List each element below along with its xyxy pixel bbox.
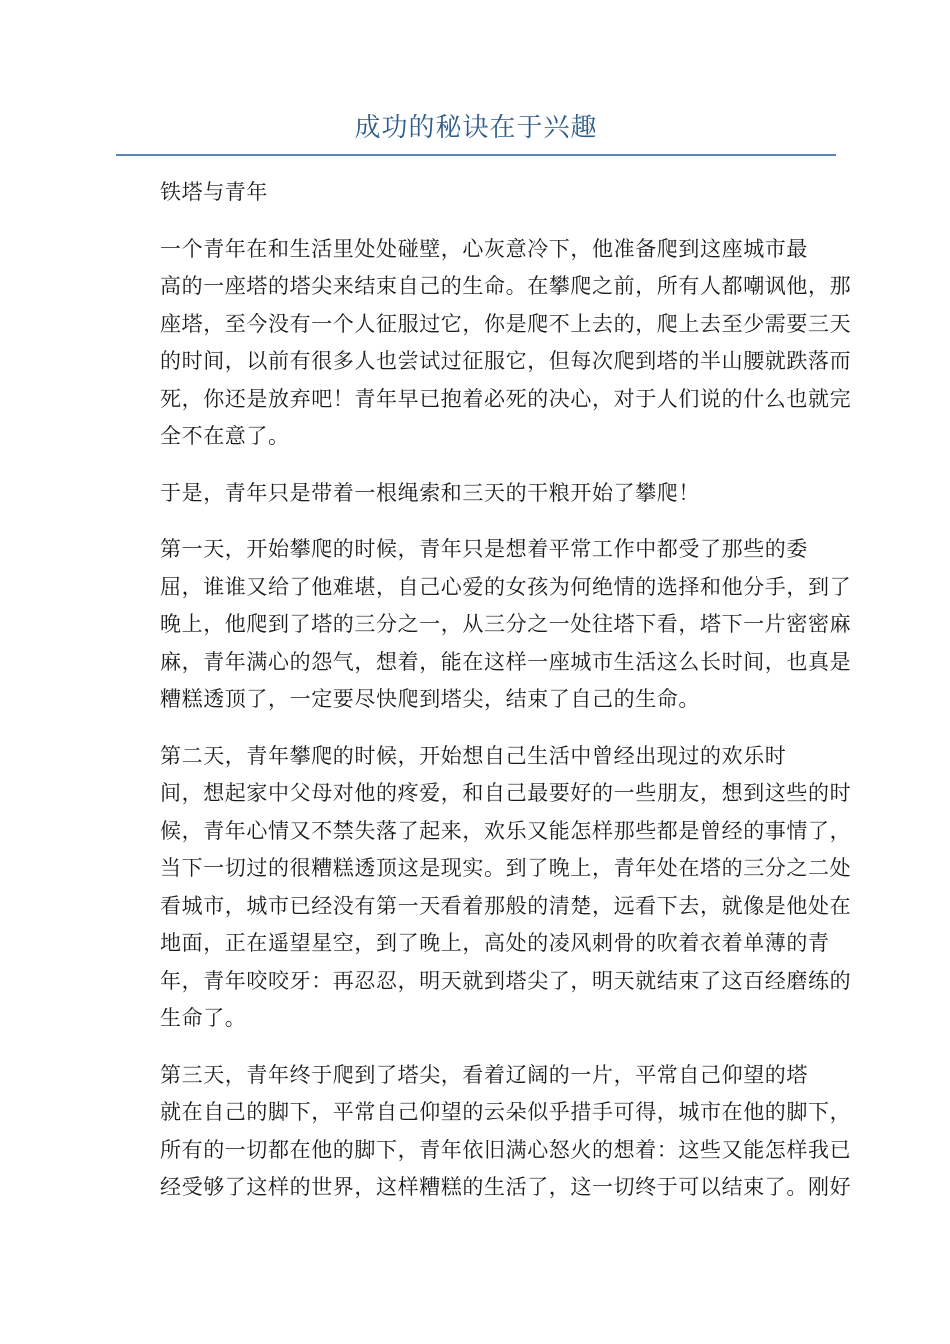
paragraph-line: 屈，谁谁又给了他难堪，自己心爱的女孩为何绝情的选择和他分手，到了: [160, 574, 852, 599]
paragraph-line: 第一天，开始攀爬的时候，青年只是想着平常工作中都受了那些的委: [160, 537, 808, 561]
section-subtitle: 铁塔与青年: [160, 180, 268, 204]
paragraph-line: 麻，青年满心的怨气，想着，能在这样一座城市生活这么长时间，也真是: [160, 649, 852, 674]
document-page: [116, 108, 852, 1207]
paragraph-line: 间，想起家中父母对他的疼爱，和自己最要好的一些朋友，想到这些的时: [160, 781, 852, 805]
paragraph-line: 的时间，以前有很多人也尝试过征服它，但每次爬到塔的半山腰就跌落而: [160, 349, 852, 373]
paragraph-line: 一个青年在和生活里处处碰壁，心灰意冷下，他准备爬到这座城市最: [160, 236, 808, 261]
paragraph-line: 死，你还是放弃吧！青年早已抱着必死的决心，对于人们说的什么也就完: [160, 386, 852, 411]
paragraph-line: 生命了。: [160, 1006, 247, 1030]
paragraph-line: 就在自己的脚下，平常自己仰望的云朵似乎措手可得，城市在他的脚下，: [160, 1100, 852, 1124]
paragraph-1: [116, 231, 852, 456]
paragraph-line: 座塔，至今没有一个人征服过它，你是爬不上去的，爬上去至少需要三天: [160, 311, 852, 336]
paragraph-5: [116, 1057, 852, 1207]
paragraph-line: 年，青年咬咬牙：再忍忍，明天就到塔尖了，明天就结束了这百经磨练的: [160, 968, 852, 993]
paragraph-line: 看城市，城市已经没有第一天看着那般的清楚，远看下去，就像是他处在: [160, 893, 852, 918]
paragraph-line: 糟糕透顶了，一定要尽快爬到塔尖，结束了自己的生命。: [160, 687, 700, 711]
paragraph-line: 第二天，青年攀爬的时候，开始想自己生活中曾经出现过的欢乐时: [160, 743, 787, 768]
document-title: 成功的秘诀在于兴趣: [116, 108, 836, 156]
paragraph-3: [116, 531, 852, 719]
paragraph-line: 经受够了这样的世界，这样糟糕的生活了，这一切终于可以结束了。刚好: [160, 1175, 852, 1199]
paragraph-line: 晚上，他爬到了塔的三分之一，从三分之一处往塔下看，塔下一片密密麻: [160, 612, 852, 636]
paragraph-2: [116, 475, 836, 513]
paragraph-line: 候，青年心情又不禁失落了起来，欢乐又能怎样那些都是曾经的事情了，: [160, 818, 852, 843]
paragraph-line: 第三天，青年终于爬到了塔尖，看着辽阔的一片，平常自己仰望的塔: [160, 1062, 808, 1087]
paragraph-line: 全不在意了。: [160, 424, 290, 448]
paragraph-line: 当下一切过的很糟糕透顶这是现实。到了晚上，青年处在塔的三分之二处: [160, 856, 852, 880]
paragraph-4: [116, 738, 852, 1038]
paragraph-line: 高的一座塔的塔尖来结束自己的生命。在攀爬之前，所有人都嘲讽他，那: [160, 274, 852, 298]
paragraph-line: 地面，正在遥望星空，到了晚上，高处的凌风刺骨的吹着衣着单薄的青: [160, 931, 830, 955]
paragraph-line: 所有的一切都在他的脚下，青年依旧满心怒火的想着：这些又能怎样我已: [160, 1137, 852, 1162]
paragraph-line: 于是，青年只是带着一根绳索和三天的干粮开始了攀爬！: [160, 480, 700, 505]
